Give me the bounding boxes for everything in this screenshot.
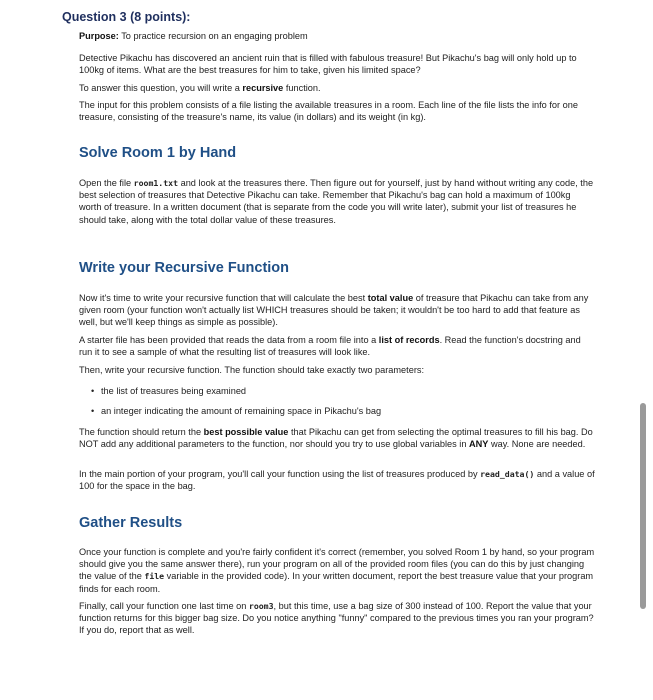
- bullet-item-treasures: [91, 385, 246, 397]
- s2-text-4a: The function should return the: [79, 427, 204, 437]
- bullet-dot: •: [91, 406, 95, 416]
- s1-code-room1: room1.txt: [133, 178, 179, 188]
- s1-text-a: Open the file: [79, 178, 134, 188]
- section2-paragraph-4: [79, 426, 595, 450]
- s2-text-1b: of treasure that Pikachu can take from any given room (your function won't actually list WHICH treasures should be taken; it wouldn't be too hard to add that feature as well, but we'll keep things as simple as possible).: [79, 293, 589, 328]
- s3-text-1b: variable in the provided code). In your written document, report the best treasure value that your program finds for each room.: [79, 571, 594, 594]
- section2-paragraph-3: [79, 364, 595, 376]
- section-heading-recursive-function: Write your Recursive Function: [79, 260, 290, 276]
- bullet-text-1: the list of treasures being examined: [101, 386, 247, 396]
- s2-total-value-bold: total value: [367, 293, 414, 303]
- s2-any-bold: ANY: [469, 439, 489, 450]
- section-heading-solve-room: Solve Room 1 by Hand: [79, 145, 237, 161]
- intro-text-2b: function.: [283, 83, 321, 93]
- bullet-item-space: [91, 405, 381, 417]
- bullet-dot: •: [91, 386, 95, 396]
- section3-paragraph-1: [79, 546, 595, 595]
- section1-paragraph: [79, 177, 595, 226]
- s2-text-2a: A starter file has been provided that reads the data from a room file into a: [79, 335, 379, 345]
- vertical-scrollbar[interactable]: [640, 403, 646, 609]
- s3-text-1a: Once your function is complete and you're fairly confident it's correct (remember, you solved Room 1 by hand, so your program should give you the same answer there), run your program on all of the provided room files (you can do this by just changing the value of the: [79, 547, 595, 582]
- s1-text-b: and look at the treasures there. Then figure out for yourself, just by hand without writing any code, the best selection of treasures that Detective Pikachu can take. Remember that Pikachu's bag can hold a maximum of 100kg worth of treasure. In a written document (that is separate from the code you will write later), submit your list of treasures he should take, along with the total dollar value of these treasures.: [79, 178, 594, 225]
- intro-text-1: Detective Pikachu has discovered an ancient ruin that is filled with fabulous treasure! But Pikachu's bag will only hold up to 100kg of items. What are the best treasures for him to take, given his limited space?: [79, 53, 577, 76]
- s3-code-file: file: [144, 571, 165, 582]
- intro-paragraph-3: [79, 99, 595, 123]
- question-title: Question 3 (8 points):: [62, 10, 191, 24]
- s2-list-records-bold: list of records: [378, 335, 440, 345]
- s2-best-value-bold: best possible value: [203, 427, 289, 437]
- section2-paragraph-5: [79, 468, 595, 492]
- s2-text-4b: that Pikachu can get from selecting the optimal treasures to fill his bag. Do NOT add any additional parameters to the function, nor should you try to use global variables in: [79, 427, 593, 450]
- intro-paragraph-2: [79, 82, 595, 94]
- s2-text-5b: and a value of 100 for the space in the bag.: [79, 469, 595, 492]
- bullet-text-2: an integer indicating the amount of remaining space in Pikachu's bag: [101, 406, 382, 416]
- s2-text-4c: way. None are needed.: [488, 439, 586, 450]
- s2-text-2b: . Read the function's docstring and run it to see a sample of what the resulting list of treasures will look like.: [79, 335, 581, 358]
- s2-text-1a: Now it's time to write your recursive function that will calculate the best: [79, 293, 368, 303]
- purpose-label: Purpose:: [79, 31, 119, 41]
- intro-text-2a: To answer this question, you will write a: [79, 83, 243, 93]
- section3-paragraph-2: [79, 600, 595, 637]
- section2-paragraph-1: [79, 292, 595, 329]
- s3-text-2b: , but this time, use a bag size of 300 instead of 100. Report the value that your function returns for this bigger bag size. Do you notice anything "funny" compared to the previous times you ran your program? If you do, report that as well.: [79, 601, 594, 636]
- intro-text-3: The input for this problem consists of a file listing the available treasures in a room. Each line of the file lists the info for one treasure, consisting of the treasure's name, its value (in dollars) and its weight (in kg).: [79, 100, 578, 123]
- purpose-line: [79, 30, 595, 42]
- intro-recursive-bold: recursive: [242, 83, 284, 93]
- intro-paragraph-1: [79, 52, 595, 76]
- section-heading-gather-results: Gather Results: [79, 515, 183, 531]
- s2-text-3: Then, write your recursive function. The function should take exactly two parameters:: [79, 365, 425, 375]
- section2-paragraph-2: [79, 334, 595, 358]
- s3-code-room3: room3: [248, 601, 274, 611]
- s2-text-5a: In the main portion of your program, you'll call your function using the list of treasures produced by: [79, 469, 481, 479]
- purpose-text: To practice recursion on an engaging problem: [118, 31, 308, 41]
- s3-text-2a: Finally, call your function one last time on: [79, 601, 249, 611]
- s2-code-read-data: read_data(): [480, 469, 535, 479]
